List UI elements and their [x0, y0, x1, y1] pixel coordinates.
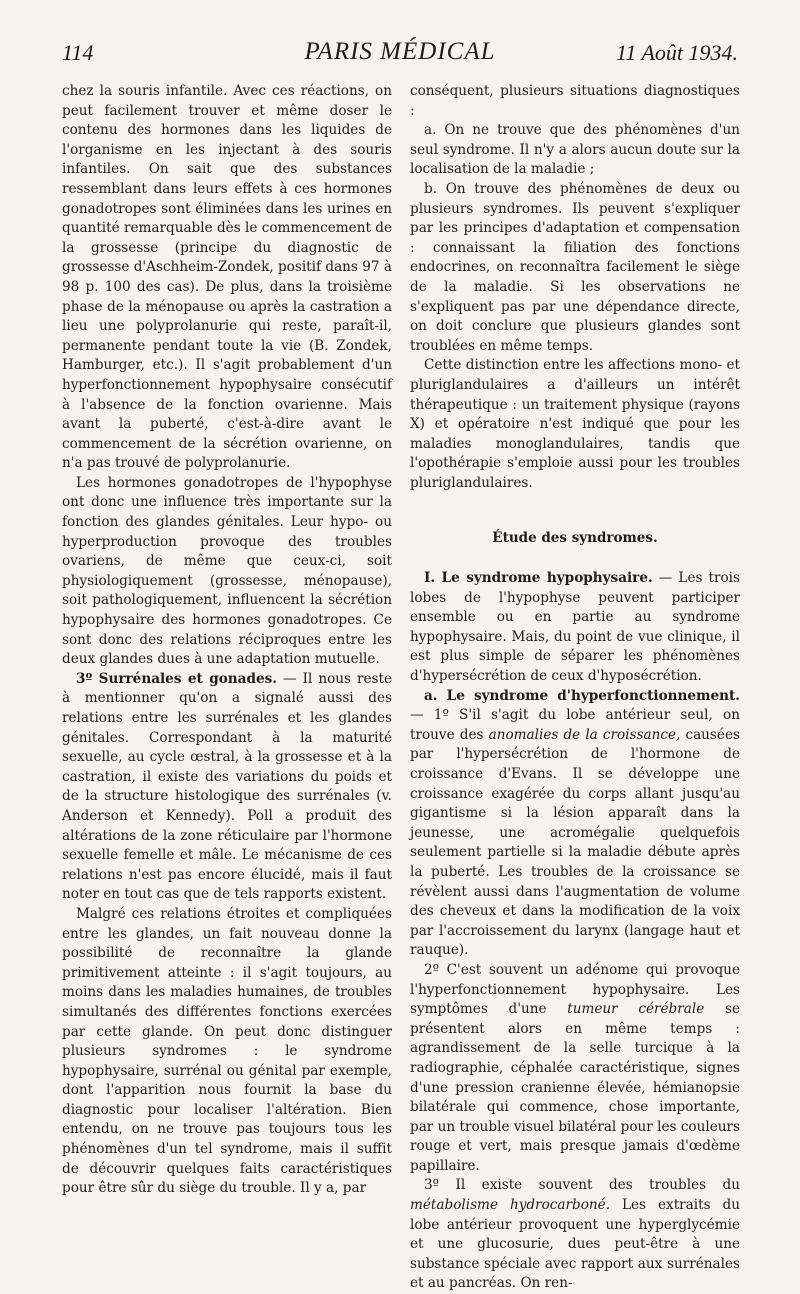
paragraph-text: — Il nous reste à mentionner qu'on a signalé aussi des relations entre les surrénales et les glandes génitales. Correspondant à la maturité sexuelle, au cycle œstral, à la grossesse et à la castration, il existe des variations du poids et de la structure histologique des surrénales (v. Anderson et Kennedy). Poll a produit des altérations de la zone réticulaire par l'hormone sexuelle femelle et mâle. Le mécanisme de ces relations n'est pas encore élucidé, mais il faut noter en tout cas que de tels rapports existent.	[62, 670, 393, 903]
paragraph: Les hormones gonadotropes de l'hypophyse ont donc une influence très importante sur la fonction des glandes génitales. Leur hypo- ou hyperproduction provoque des troubles ovariens, de même que ceux-ci, soit physiologiquement (grossesse, ménopause), soit pathologiquement, influencent la sécrétion hypophysaire des hormones gonadotropes. Ce sont donc des relations réciproques entre les deux glandes dues à une adaptation mutuelle.	[62, 474, 392, 668]
paragraph: b. On trouve des phénomènes de deux ou plusieurs syndromes. Ils peuvent s'expliquer par les principes d'adaptation et compensation : connaissant la filiation des fonctions endocrines, on reconnaîtra facilement le siège de la maladie. Si les observations ne s'expliquent pas par une dépendance directe, on doit conclure que plusieurs glandes sont troublées en même temps.	[410, 180, 740, 354]
paragraph: conséquent, plusieurs situations diagnostiques :	[410, 83, 740, 119]
paragraph-text: — Les trois lobes de l'hypophyse peuvent participer ensemble ou en partie au syndrome hypophysaire. Mais, du point de vue clinique, il est plus simple de séparer les phénomènes d'hypersécrétion de ceux d'hyposécrétion.	[410, 570, 740, 685]
paragraph-text: causées par l'hypersécrétion de l'hormone de croissance d'Evans. Il se développe une croissance exagérée du corps allant jusqu'au gigantisme si la lésion apparaît dans la jeunesse, une acromégalie quelquefois seulement partielle si la maladie débute après la puberté. Les troubles de la croissance se révèlent aussi dans l'augmentation de volume des cheveux et dans la modification de la voix par l'accroissement du larynx (langage haut et rauque).	[410, 726, 740, 959]
paragraph-text: se présentent alors en même temps : agrandissement de la selle turcique à la radiographie, céphalée caractéristique, signes d'une pression cranienne élevée, hémianopsie bilatérale qui commence, chose importante, par un trouble visuel bilatéral pour les couleurs rouge et vert, mais presque jamais d'œdème papillaire.	[410, 1001, 741, 1174]
italic-term: anomalies de la croissance,	[488, 726, 681, 743]
paragraph	[410, 687, 740, 961]
running-header	[62, 38, 738, 72]
paragraph: a. On ne trouve que des phénomènes d'un seul syndrome. Il n'y a alors aucun doute sur la localisation de la maladie ;	[410, 122, 740, 178]
paragraph-text: — 1º S'il s'agit du lobe antérieur seul, on trouve des	[410, 707, 740, 743]
paragraph: chez la souris infantile. Avec ces réactions, on peut facilement trouver et même doser le contenu des hormones dans les liquides de l'organisme en les injectant à des souris infantiles. On sait que des substances ressemblant dans leurs effets à ces hormones gonadotropes sont éliminées dans les urines en quantité remarquable dès le commencement de la grossesse (principe du diagnostic de grossesse d'Aschheim-Zondek, positif dans 97 à 98 p. 100 des cas). De plus, dans la troisième phase de la ménopause ou après la castration a lieu une polyprolanurie qui reste, paraît-il, permanente pendant toute la vie (B. Zondek, Hamburger, etc.). Il s'agit probablement d'un hyperfonctionnement hypophysaire consécutif à l'absence de la fonction ovarienne. Mais avant la puberté, c'est-à-dire avant le commencement de la sécrétion ovarienne, on n'a pas trouvé de polyprolanurie.	[62, 83, 392, 472]
section-lead: 3º Surrénales et gonades.	[76, 670, 278, 687]
paragraph	[410, 1176, 740, 1294]
paragraph	[410, 961, 740, 1177]
section-heading: Étude des syndromes.	[492, 530, 658, 547]
paragraph: Cette distinction entre les affections mono- et pluriglandulaires a d'ailleurs un intérêt thérapeutique : un traitement physique (rayons X) et opératoire n'est indiqué que pour les maladies monoglandulaires, tandis que l'opothérapie s'emploie aussi pour les troubles pluriglandulaires.	[410, 357, 740, 491]
section-lead: I. Le syndrome hypophysaire.	[424, 570, 653, 587]
journal-title: PARIS MÉDICAL	[304, 38, 496, 65]
section-lead: a. Le syndrome d'hyperfonctionnement.	[424, 687, 740, 704]
paragraph-text: Les extraits du lobe antérieur provoquent une hyperglycémie et une glucosurie, dues peut-être à une substance spéciale avec rapport aux surrénales et au pancréas. On ren-	[410, 1197, 741, 1292]
paragraph-text: 3º Il existe souvent des troubles du	[424, 1177, 740, 1194]
page-number: 114	[62, 40, 94, 65]
right-column	[410, 82, 740, 1294]
italic-term: métabolisme hydrocarboné.	[410, 1197, 611, 1214]
paragraph	[410, 569, 740, 687]
paragraph: Malgré ces relations étroites et compliquées entre les glandes, un fait nouveau donne la possibilité de reconnaître la glande primitivement atteinte : il s'agit toujours, au moins dans les maladies humaines, de troubles simultanés des différentes fonctions exercées par cette glande. On peut donc distinguer plusieurs syndromes : le syndrome hypophysaire, surrénal ou génital par exemple, dont l'apparition nous fournit la base du diagnostic pour localiser l'altération. Bien entendu, on ne trouve pas toujours tous les phénomènes d'un tel syndrome, mais il suffit de découvrir quelques faits caractéristiques pour être sûr du siège du trouble. Il y a, par	[62, 905, 392, 1197]
issue-date: 11 Août 1934.	[615, 40, 738, 65]
paragraph	[62, 670, 392, 905]
left-column	[62, 82, 392, 1199]
paragraph-text: 2º C'est souvent un adénome qui provoque l'hyperfonctionnement hypophysaire. Les symptômes d'une	[410, 961, 740, 1018]
italic-term: tumeur cérébrale	[567, 1001, 705, 1018]
